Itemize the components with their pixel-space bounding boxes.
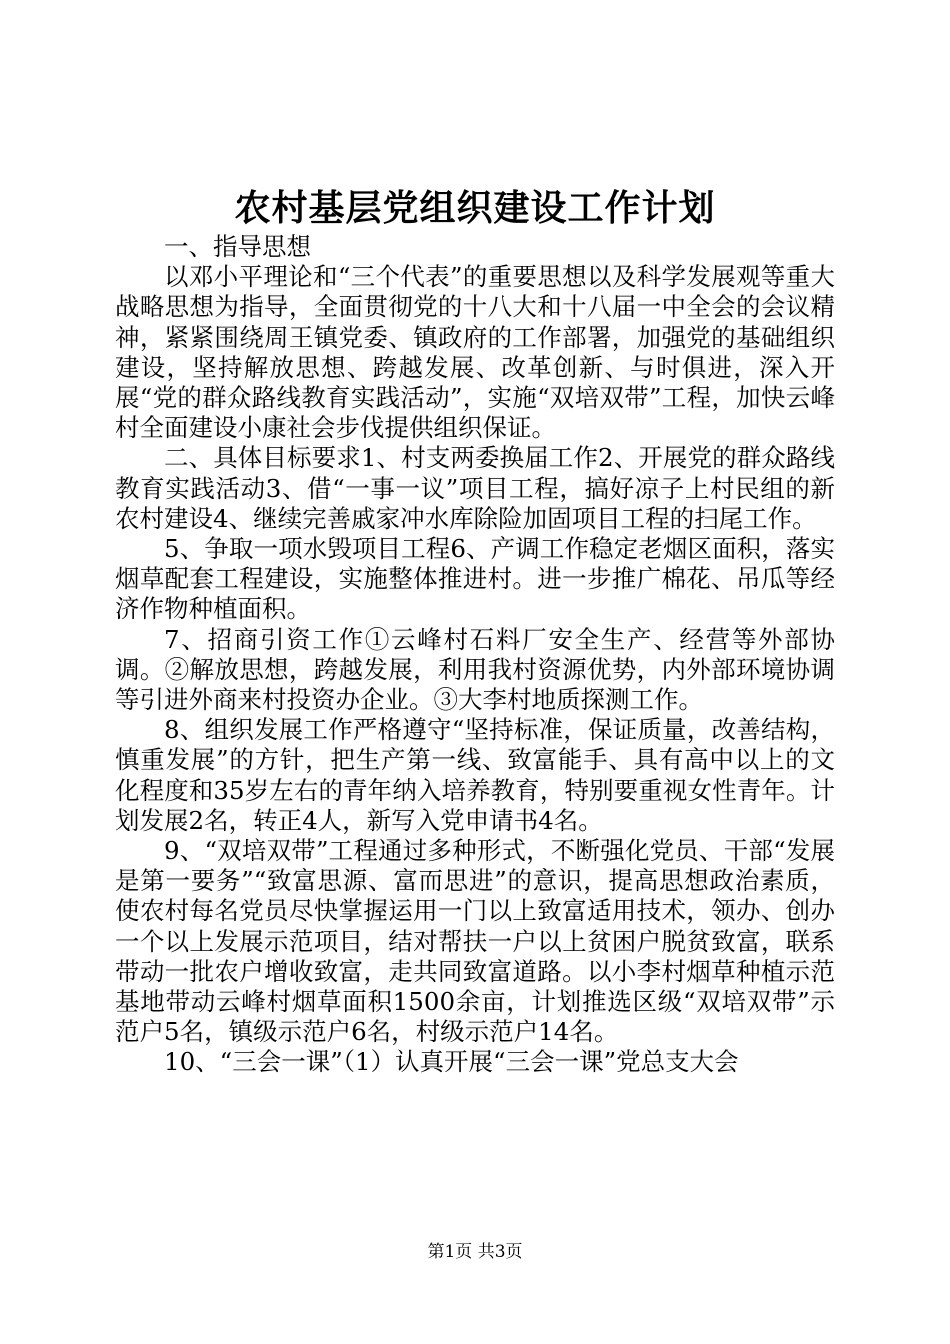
paragraph: 7、招商引资工作①云峰村石料厂安全生产、经营等外部协调。②解放思想，跨越发展，利用我村资源优势，内外部环境协调等引进外商来村投资办企业。③大李村地质探测工作。 [115, 624, 835, 715]
page-footer: 第1页 共3页 [427, 1242, 523, 1262]
paragraph: 8、组织发展工作严格遵守“坚持标准，保证质量，改善结构，慎重发展”的方针，把生产第一线、致富能手、具有高中以上的文化程度和35岁左右的青年纳入培养教育，特别要重视女性青年。计划发展2名，转正4人，新写入党申请书4名。 [115, 715, 835, 835]
paragraph: 10、“三会一课”（1）认真开展“三会一课”党总支大会 [164, 1047, 739, 1077]
paragraph: 以邓小平理论和“三个代表”的重要思想以及科学发展观等重大战略思想为指导，全面贯彻党的十八大和十八届一中全会的会议精神，紧紧围绕周王镇党委、镇政府的工作部署，加强党的基础组织建设，坚持解放思想、跨越发展、改革创新、与时俱进，深入开展“党的群众路线教育实践活动”，实施“双培双带”工程，加快云峰村全面建设小康社会步伐提供组织保证。 [115, 262, 835, 443]
paragraph: 二、具体目标要求1、村支两委换届工作2、开展党的群众路线教育实践活动3、借“一事一议”项目工程，搞好凉子上村民组的新农村建设4、继续完善戚家冲水库除险加固项目工程的扫尾工作。 [115, 443, 835, 533]
document-title: 农村基层党组织建设工作计划 [234, 187, 716, 229]
section-heading: 一、指导思想 [164, 232, 311, 261]
paragraph: 5、争取一项水毁项目工程6、产调工作稳定老烟区面积，落实烟草配套工程建设，实施整体推进村。进一步推广棉花、吊瓜等经济作物种植面积。 [115, 534, 835, 624]
document-body [115, 232, 835, 1078]
paragraph: 9、“双培双带”工程通过多种形式，不断强化党员、干部“发展是第一要务”“致富思源、富而思进”的意识，提高思想政治素质，使农村每名党员尽快掌握运用一门以上致富适用技术，领办、创办一个以上发展示范项目，结对帮扶一户以上贫困户脱贫致富，联系带动一批农户增收致富，走共同致富道路。以小李村烟草种植示范基地带动云峰村烟草面积1500余亩，计划推选区级“双培双带”示范户5名，镇级示范户6名，村级示范户14名。 [115, 836, 835, 1047]
